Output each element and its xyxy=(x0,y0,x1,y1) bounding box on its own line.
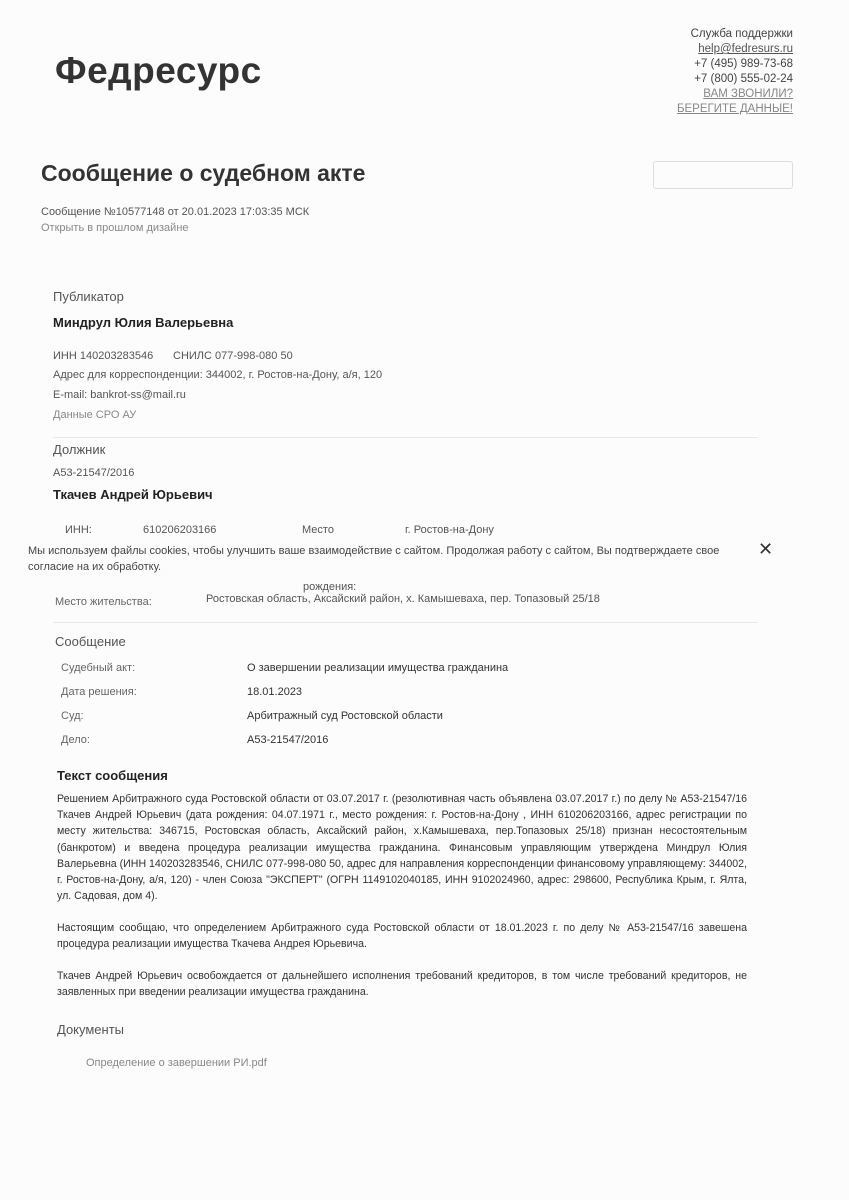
debtor-birthplace-value: г. Ростов-на-Дону xyxy=(405,524,494,536)
cookie-banner-text: Мы используем файлы cookies, чтобы улучшить ваше взаимодействие с сайтом. Продолжая работу с сайтом, Вы подтверждаете свое согласие на их обработку. xyxy=(28,545,720,573)
debtor-case-number: А53-21547/2016 xyxy=(53,467,135,479)
fedresurs-logo[interactable]: Федресурс xyxy=(55,50,262,91)
support-phone-2[interactable]: +7 (800) 555-02-24 xyxy=(694,73,793,85)
debtor-section-label: Должник xyxy=(53,442,106,457)
support-email-link[interactable]: help@fedresurs.ru xyxy=(698,43,793,55)
court-label: Суд: xyxy=(61,710,84,722)
message-text-heading: Текст сообщения xyxy=(57,768,168,783)
fraud-warning-link-2[interactable]: БЕРЕГИТЕ ДАННЫЕ! xyxy=(676,103,793,115)
message-section-label: Сообщение xyxy=(55,634,126,649)
publisher-email: E-mail: bankrot-ss@mail.ru xyxy=(53,389,186,401)
faded-action-button[interactable] xyxy=(653,161,793,189)
debtor-inn-value: 610206203166 xyxy=(143,524,217,536)
court-act-label: Судебный акт: xyxy=(61,662,136,674)
sro-data-link[interactable]: Данные СРО АУ xyxy=(53,409,137,421)
document-file-link[interactable]: Определение о завершении РИ.pdf xyxy=(86,1057,267,1069)
case-label: Дело: xyxy=(61,734,90,746)
support-phone-1[interactable]: +7 (495) 989-73-68 xyxy=(694,58,793,70)
debtor-inn-label: ИНН: xyxy=(65,524,92,536)
divider xyxy=(53,622,758,623)
publisher-section-label: Публикатор xyxy=(53,289,124,304)
message-meta: Сообщение №10577148 от 20.01.2023 17:03:35 МСК xyxy=(41,206,310,218)
debtor-residence-value: Ростовская область, Аксайский район, х. Камышеваха, пер. Топазовый 25/18 xyxy=(206,593,600,605)
documents-section-label: Документы xyxy=(57,1022,125,1037)
publisher-inn: ИНН 140203283546 xyxy=(53,350,154,362)
debtor-birthplace-label-2: рождения: xyxy=(303,581,357,593)
case-value: А53-21547/2016 xyxy=(247,734,329,746)
message-paragraph-3: Ткачев Андрей Юрьевич освобождается от дальнейшего исполнения требований кредиторов, в том числе требований кредиторов, не заявленных при введении реализации имущества гражданина. xyxy=(57,970,747,999)
debtor-residence-label: Место жительства: xyxy=(55,596,152,608)
page-title: Сообщение о судебном акте xyxy=(41,160,366,186)
publisher-snils: СНИЛС 077-998-080 50 xyxy=(173,350,293,362)
decision-date-label: Дата решения: xyxy=(61,686,137,698)
support-block xyxy=(677,27,793,117)
message-paragraph-1: Решением Арбитражного суда Ростовской области от 03.07.2017 г. (резолютивная часть объявлена 03.07.2017 г.) по делу № А53-21547/16 Ткачев Андрей Юрьевич (дата рождения: 04.07.1971 г., место рождения: г. Ростов-на-Дону , ИНН 610206203166, адрес регистрации по месту жительства: 346715, Ростовская область, Аксайский район, х.Камышеваха, пер.Топазовых 25/18) признан несостоятельным (банкротом) и введена процедура реализации имущества гражданина. Финансовым управляющим утверждена Миндрул Юлия Валерьевна (ИНН 140203283546, СНИЛС 077-998-080 50, адрес для направления корреспонденции финансовому управляющему: 344002, г. Ростов-на-Дону, а/я, 120) - член Союза "ЭКСПЕРТ" (ОГРН 1149102040185, ИНН 9102024960, адрес: 298600, Республика Крым, г. Ялта, ул. Садовая, дом 4). xyxy=(57,793,747,903)
close-icon[interactable]: ✕ xyxy=(758,539,774,559)
old-design-link[interactable]: Открыть в прошлом дизайне xyxy=(41,222,189,234)
publisher-name: Миндрул Юлия Валерьевна xyxy=(53,315,234,330)
publisher-address: Адрес для корреспонденции: 344002, г. Ростов-на-Дону, а/я, 120 xyxy=(53,369,383,381)
decision-date-value: 18.01.2023 xyxy=(247,686,303,698)
fraud-warning-link-1[interactable]: ВАМ ЗВОНИЛИ? xyxy=(703,88,793,100)
court-act-value: О завершении реализации имущества гражданина xyxy=(247,662,509,674)
debtor-birthplace-label-1: Место xyxy=(302,524,334,536)
court-value: Арбитражный суд Ростовской области xyxy=(247,710,443,722)
support-title: Служба поддержки xyxy=(690,28,793,40)
divider xyxy=(53,437,758,438)
message-paragraph-2: Настоящим сообщаю, что определением Арбитражного суда Ростовской области от 18.01.2023 г. по делу № А53-21547/16 завешена процедура реализации имущества Ткачева Андрея Юрьевича. xyxy=(57,922,747,951)
debtor-name: Ткачев Андрей Юрьевич xyxy=(53,487,213,502)
